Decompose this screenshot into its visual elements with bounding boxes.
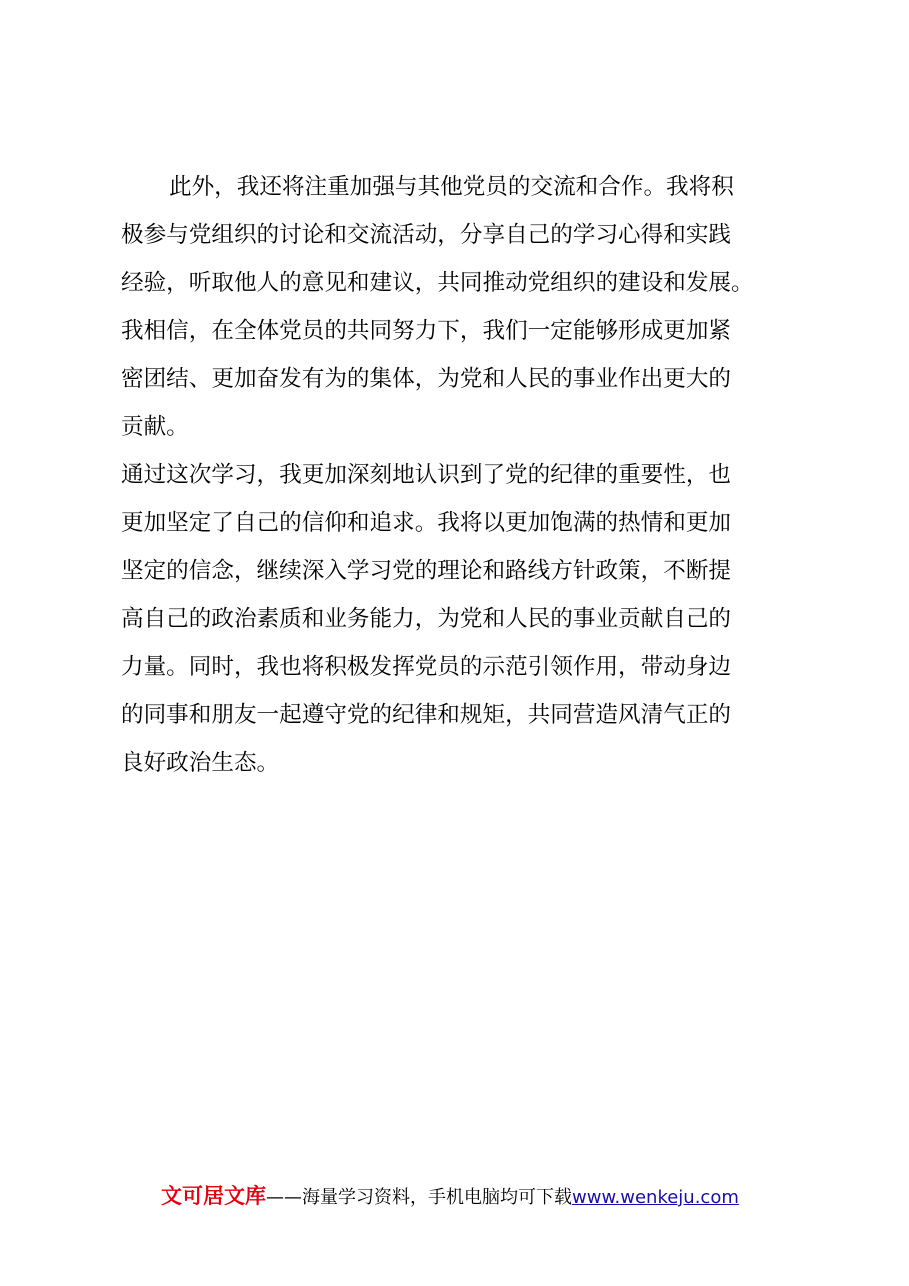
paragraph-line: 力量。同时，我也将积极发挥党员的示范引领作用，带动身边: [121, 654, 732, 680]
footer-tagline: ——海量学习资料，手机电脑均可下载: [266, 1187, 572, 1208]
paragraph-line: 坚定的信念，继续深入学习党的理论和路线方针政策，不断提: [121, 558, 732, 584]
footer-site-link[interactable]: www.wenkeju.com: [572, 1187, 739, 1208]
footer-brand: 文可居文库: [161, 1184, 266, 1208]
paragraph-line: 良好政治生态。: [121, 750, 280, 776]
paragraph-line: 贡献。: [121, 414, 189, 440]
paragraph-line: 的同事和朋友一起遵守党的纪律和规矩，共同营造风清气正的: [121, 702, 732, 728]
paragraph-1: [121, 163, 801, 451]
paragraph-line: 高自己的政治素质和业务能力，为党和人民的事业贡献自己的: [121, 606, 732, 632]
paragraph-line: 此外，我还将注重加强与其他党员的交流和合作。我将积: [169, 174, 734, 200]
paragraph-line: 通过这次学习，我更加深刻地认识到了党的纪律的重要性，也: [121, 462, 732, 488]
paragraph-line: 我相信，在全体党员的共同努力下，我们一定能够形成更加紧: [121, 318, 732, 344]
paragraph-2: [121, 451, 801, 787]
paragraph-line: 极参与党组织的讨论和交流活动，分享自己的学习心得和实践: [121, 222, 732, 248]
document-body: [121, 163, 801, 787]
paragraph-line: 密团结、更加奋发有为的集体，为党和人民的事业作出更大的: [121, 366, 732, 392]
page-footer: [161, 1180, 739, 1212]
paragraph-line: 经验，听取他人的意见和建议，共同推动党组织的建设和发展。: [121, 270, 754, 296]
paragraph-line: 更加坚定了自己的信仰和追求。我将以更加饱满的热情和更加: [121, 510, 732, 536]
